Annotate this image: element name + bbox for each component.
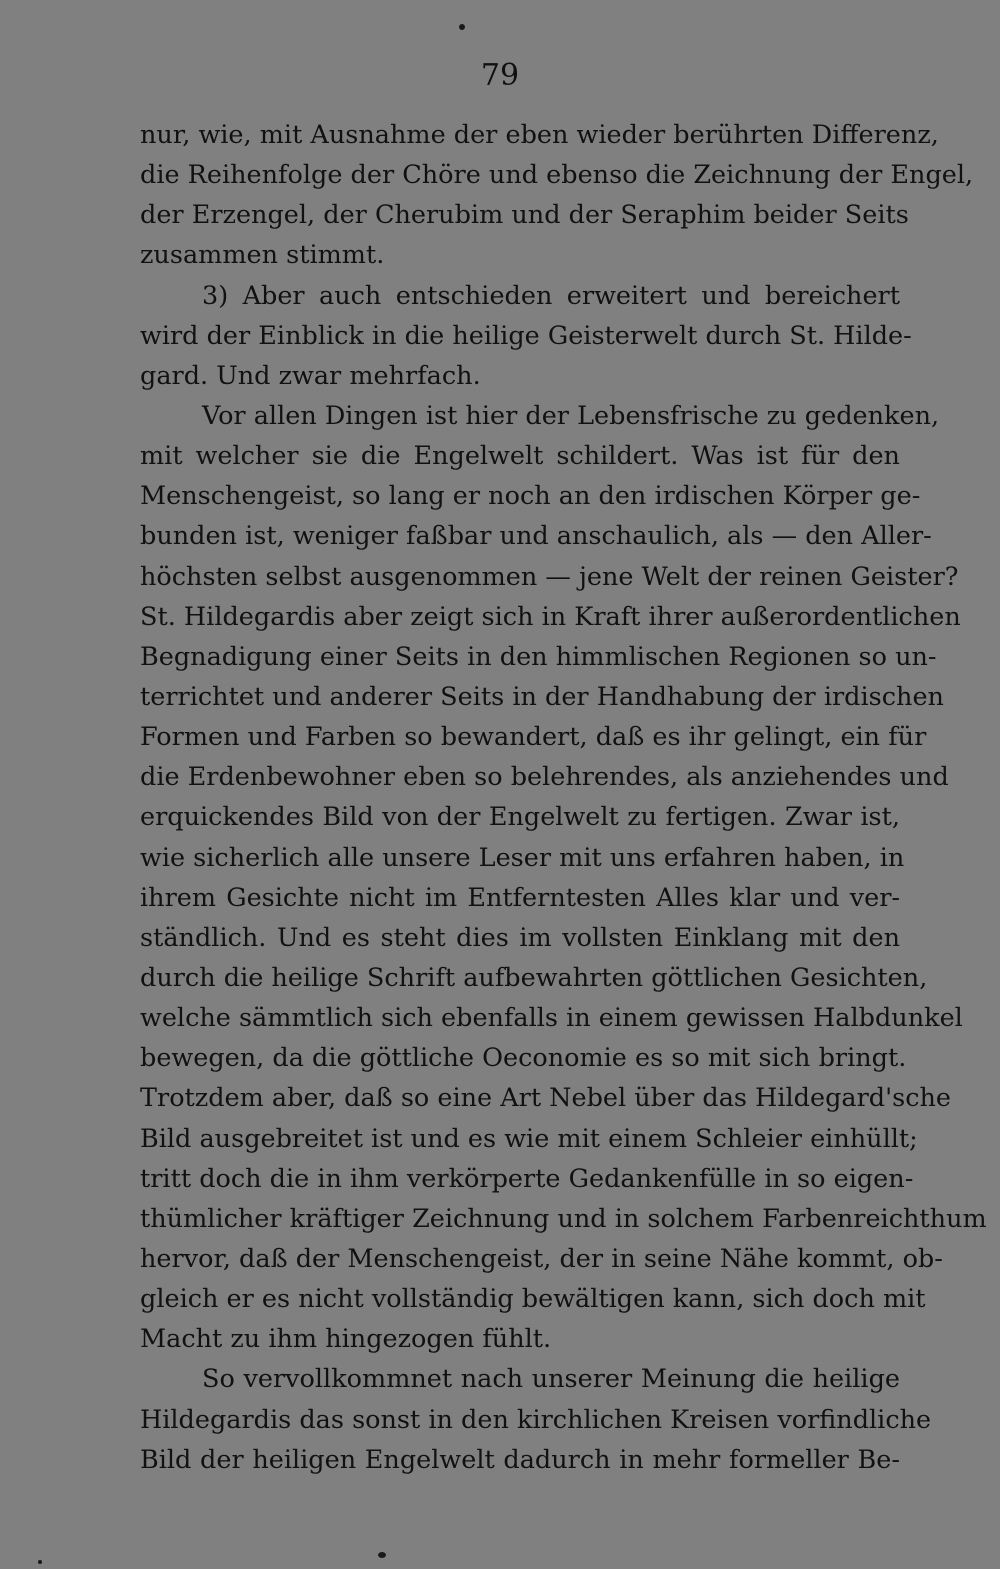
ink-speck — [459, 24, 465, 30]
text-line: St. Hildegardis aber zeigt sich in Kraft ihrer außerordentlichen — [140, 601, 961, 632]
text-line: wird der Einblick in die heilige Geisterwelt durch St. Hilde- — [140, 320, 912, 351]
text-line: gleich er es nicht vollständig bewältigen kann, sich doch mit — [140, 1284, 926, 1315]
text-line: Vor allen Dingen ist hier der Lebensfrische zu gedenken, — [202, 400, 940, 431]
text-line: welche sämmtlich sich ebenfalls in einem gewissen Halbdunkel — [140, 1003, 963, 1034]
text-line: die Reihenfolge der Chöre und ebenso die Zeichnung der Engel, — [140, 160, 974, 191]
text-line: erquickendes Bild von der Engelwelt zu fertigen. Zwar ist, — [140, 802, 900, 833]
text-line: tritt doch die in ihm verkörperte Gedankenfülle in so eigen- — [140, 1163, 914, 1194]
text-line: bunden ist, weniger faßbar und anschaulich, als — den Aller- — [140, 521, 932, 552]
text-line: thümlicher kräftiger Zeichnung und in solchem Farbenreichthum — [140, 1203, 987, 1234]
body-text — [140, 115, 987, 1480]
text-line: Bild ausgebreitet ist und es wie mit einem Schleier einhüllt; — [140, 1123, 918, 1154]
text-line: höchsten selbst ausgenommen — jene Welt der reinen Geister? — [140, 561, 959, 592]
text-line: gard. Und zwar mehrfach. — [140, 360, 481, 391]
text-line: terrichtet und anderer Seits in der Handhabung der irdischen — [140, 681, 944, 712]
text-line: Bild der heiligen Engelwelt dadurch in mehr formeller Be- — [140, 1444, 900, 1475]
text-line: die Erdenbewohner eben so belehrendes, als anziehendes und — [140, 762, 949, 793]
text-line: ständlich. Und es steht dies im vollsten Einklang mit den — [140, 922, 900, 953]
text-line: 3) Aber auch entschieden erweitert und bereichert — [202, 280, 900, 311]
text-line: durch die heilige Schrift aufbewahrten göttlichen Gesichten, — [140, 962, 928, 993]
ink-speck — [378, 1552, 386, 1558]
page-number: 79 — [480, 58, 520, 93]
text-line: wie sicherlich alle unsere Leser mit uns erfahren haben, in — [140, 842, 905, 873]
text-line: ihrem Gesichte nicht im Entferntesten Alles klar und ver- — [140, 882, 900, 913]
text-line: hervor, daß der Menschengeist, der in seine Nähe kommt, ob- — [140, 1243, 943, 1274]
ink-speck — [38, 1560, 42, 1564]
text-line: Formen und Farben so bewandert, daß es ihr gelingt, ein für — [140, 722, 927, 753]
text-line: Hildegardis das sonst in den kirchlichen Kreisen vorfindliche — [140, 1404, 932, 1435]
text-line: Macht zu ihm hingezogen fühlt. — [140, 1324, 552, 1355]
text-line: der Erzengel, der Cherubim und der Seraphim beider Seits — [140, 200, 909, 231]
text-line: So vervollkommnet nach unserer Meinung die heilige — [202, 1364, 900, 1395]
text-line: Trotzdem aber, daß so eine Art Nebel über das Hildegard'sche — [140, 1083, 952, 1114]
text-line: nur, wie, mit Ausnahme der eben wieder berührten Differenz, — [140, 120, 939, 150]
text-line: bewegen, da die göttliche Oeconomie es so mit sich bringt. — [140, 1043, 907, 1074]
text-line: mit welcher sie die Engelwelt schildert. Was ist für den — [140, 441, 900, 472]
text-line: Menschengeist, so lang er noch an den irdischen Körper ge- — [140, 481, 921, 512]
text-line: Begnadigung einer Seits in den himmlischen Regionen so un- — [140, 641, 937, 672]
text-line: zusammen stimmt. — [140, 240, 385, 271]
